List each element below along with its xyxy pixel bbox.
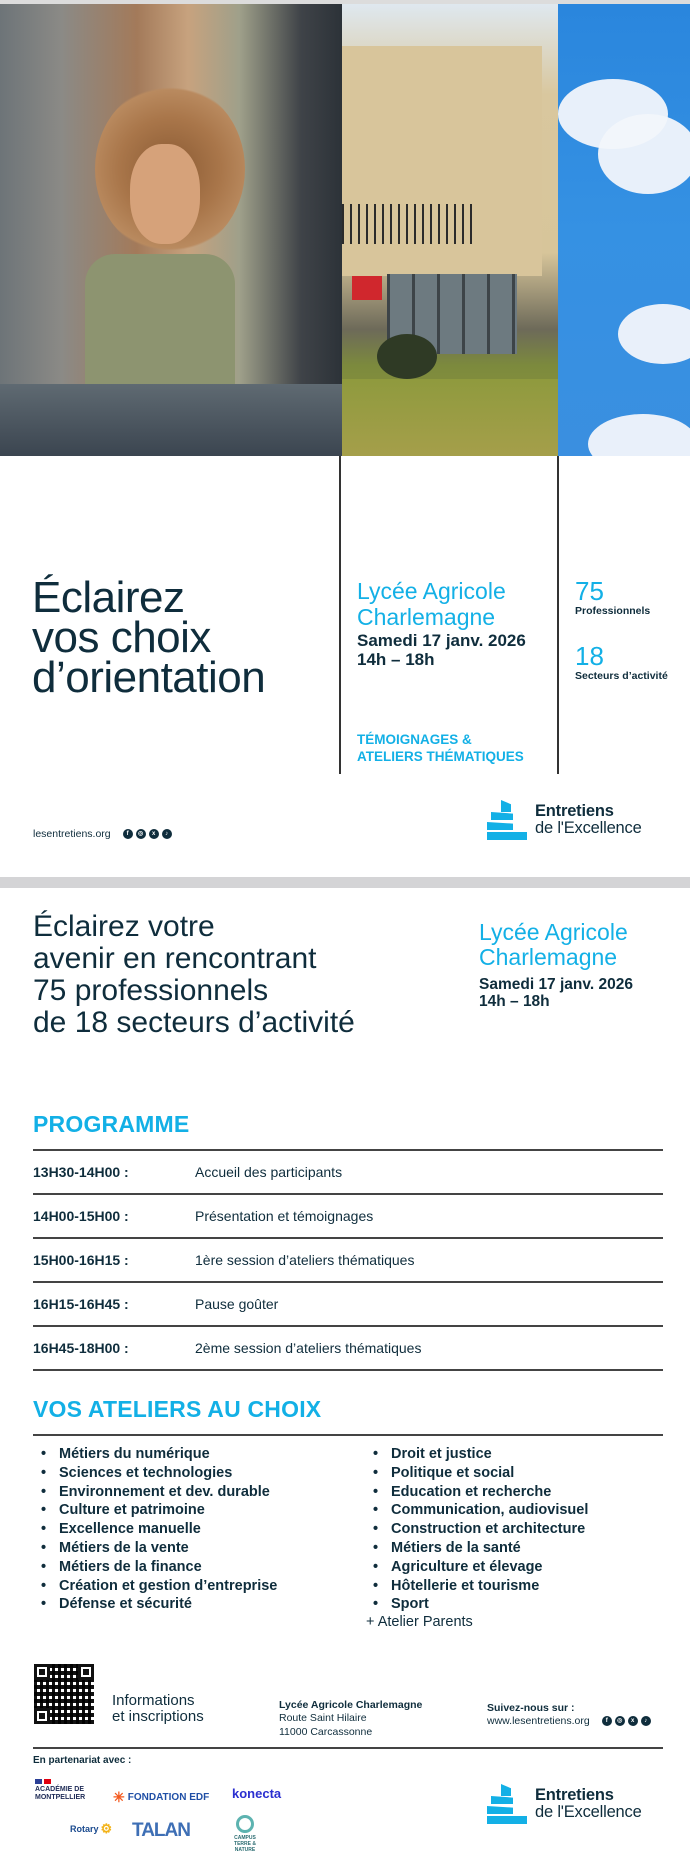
blue-sky-clouds-photo xyxy=(558,4,690,456)
instagram-icon[interactable]: ◎ xyxy=(136,829,146,839)
event-hours: 14h – 18h xyxy=(357,650,435,669)
facebook-icon[interactable]: f xyxy=(602,1716,612,1726)
website-link[interactable]: www.lesentretiens.org xyxy=(487,1715,590,1727)
workshop-item: • Construction et architecture xyxy=(365,1520,588,1539)
programme-row: 15H00-16H15 : 1ère session d’ateliers thématiques xyxy=(33,1239,663,1283)
workshop-item: • Communication, audiovisuel xyxy=(365,1501,588,1520)
programme-row: 16H15-16H45 : Pause goûter xyxy=(33,1283,663,1327)
entretiens-logo: Entretiens de l'Excellence xyxy=(487,800,642,840)
workshop-item: • Métiers du numérique xyxy=(33,1445,277,1464)
details-school-name: Lycée Agricole Charlemagne xyxy=(479,919,628,970)
info-registration: Informations et inscriptions xyxy=(112,1692,204,1725)
partner-academie-montpellier-logo: ACADÉMIE DE MONTPELLIER xyxy=(35,1779,95,1802)
details-date: Samedi 17 janv. 2026 xyxy=(479,976,633,993)
workshops-title: VOS ATELIERS AU CHOIX xyxy=(33,1396,322,1422)
entretiens-logo-footer: Entretiens de l'Excellence xyxy=(487,1784,642,1824)
x-icon[interactable]: x xyxy=(149,829,159,839)
workshop-item: • Droit et justice xyxy=(365,1445,588,1464)
footer-rule xyxy=(33,1747,663,1749)
website-link[interactable]: lesentretiens.org xyxy=(33,828,111,840)
campus-leaf-icon xyxy=(236,1815,254,1833)
workshops-list-right xyxy=(365,1445,588,1614)
instagram-icon[interactable]: ◎ xyxy=(615,1716,625,1726)
tiktok-icon[interactable]: ♪ xyxy=(641,1716,651,1726)
school-building-photo xyxy=(342,4,558,456)
divider-line xyxy=(557,456,559,774)
stat-professionals: 75 Professionnels xyxy=(575,576,651,617)
school-address: Lycée Agricole Charlemagne Route Saint Hilaire 11000 Carcassonne xyxy=(279,1699,423,1738)
poster-title: Éclairez vos choix d’orientation xyxy=(32,573,266,702)
stat-sectors: 18 Secteurs d’activité xyxy=(575,641,668,682)
workshop-item: • Politique et social xyxy=(365,1464,588,1483)
workshop-item: • Métiers de la vente xyxy=(33,1539,277,1558)
workshop-item: • Environnement et dev. durable xyxy=(33,1483,277,1502)
logo-mark-icon xyxy=(487,1784,527,1824)
follow-us: Suivez-nous sur : www.lesentretiens.org f ◎ x ♪ xyxy=(487,1702,651,1728)
workshop-item: • Hôtellerie et tourisme xyxy=(365,1577,588,1596)
rotary-wheel-icon: ⚙ xyxy=(100,1821,113,1836)
programme-row: 16H45-18H00 : 2ème session d’ateliers thématiques xyxy=(33,1327,663,1371)
details-hours: 14h – 18h xyxy=(479,993,550,1010)
poster-footer-links xyxy=(33,828,172,840)
programme-row: 13H30-14H00 : Accueil des participants xyxy=(33,1151,663,1195)
social-icons xyxy=(602,1716,651,1726)
logo-mark-icon xyxy=(487,800,527,840)
workshops-list-left xyxy=(33,1445,277,1614)
workshop-extra: + Atelier Parents xyxy=(366,1614,473,1630)
edf-star-icon: ✳ xyxy=(113,1789,125,1805)
partner-talan-logo: TALAN xyxy=(132,1820,190,1841)
partner-konecta-logo: konecta xyxy=(232,1786,282,1801)
workshop-item: • Métiers de la santé xyxy=(365,1539,588,1558)
workshop-item: • Excellence manuelle xyxy=(33,1520,277,1539)
workshop-item: • Métiers de la finance xyxy=(33,1558,277,1577)
details-headline: Éclairez votre avenir en rencontrant 75 professionnels de 18 secteurs d’activité xyxy=(33,910,355,1039)
students-in-class-photo xyxy=(0,4,342,456)
partners-label: En partenariat avec : xyxy=(33,1755,132,1766)
section-separator xyxy=(0,877,690,888)
social-icons xyxy=(123,829,172,839)
workshop-item: • Agriculture et élevage xyxy=(365,1558,588,1577)
workshops-rule xyxy=(33,1434,663,1436)
programme-row: 14H00-15H00 : Présentation et témoignages xyxy=(33,1195,663,1239)
x-icon[interactable]: x xyxy=(628,1716,638,1726)
school-name: Lycée Agricole Charlemagne xyxy=(357,578,506,630)
event-tagline: TÉMOIGNAGES & ATELIERS THÉMATIQUES xyxy=(357,732,524,764)
partner-rotary-logo: Rotary ⚙ xyxy=(70,1821,113,1836)
partner-campus-terre-nature-logo: CAMPUS TERRE & NATURE xyxy=(234,1815,256,1853)
workshop-item: • Sciences et technologies xyxy=(33,1464,277,1483)
event-date: Samedi 17 janv. 2026 xyxy=(357,631,526,650)
workshop-item: • Création et gestion d’entreprise xyxy=(33,1577,277,1596)
workshop-item: • Culture et patrimoine xyxy=(33,1501,277,1520)
facebook-icon[interactable]: f xyxy=(123,829,133,839)
qr-code[interactable] xyxy=(34,1664,94,1724)
workshop-item: • Education et recherche xyxy=(365,1483,588,1502)
programme-title: PROGRAMME xyxy=(33,1111,190,1137)
partner-fondation-edf-logo: ✳ FONDATION EDF xyxy=(113,1789,210,1805)
tiktok-icon[interactable]: ♪ xyxy=(162,829,172,839)
workshop-item: • Sport xyxy=(365,1595,588,1614)
divider-line xyxy=(339,456,341,774)
workshop-item: • Défense et sécurité xyxy=(33,1595,277,1614)
